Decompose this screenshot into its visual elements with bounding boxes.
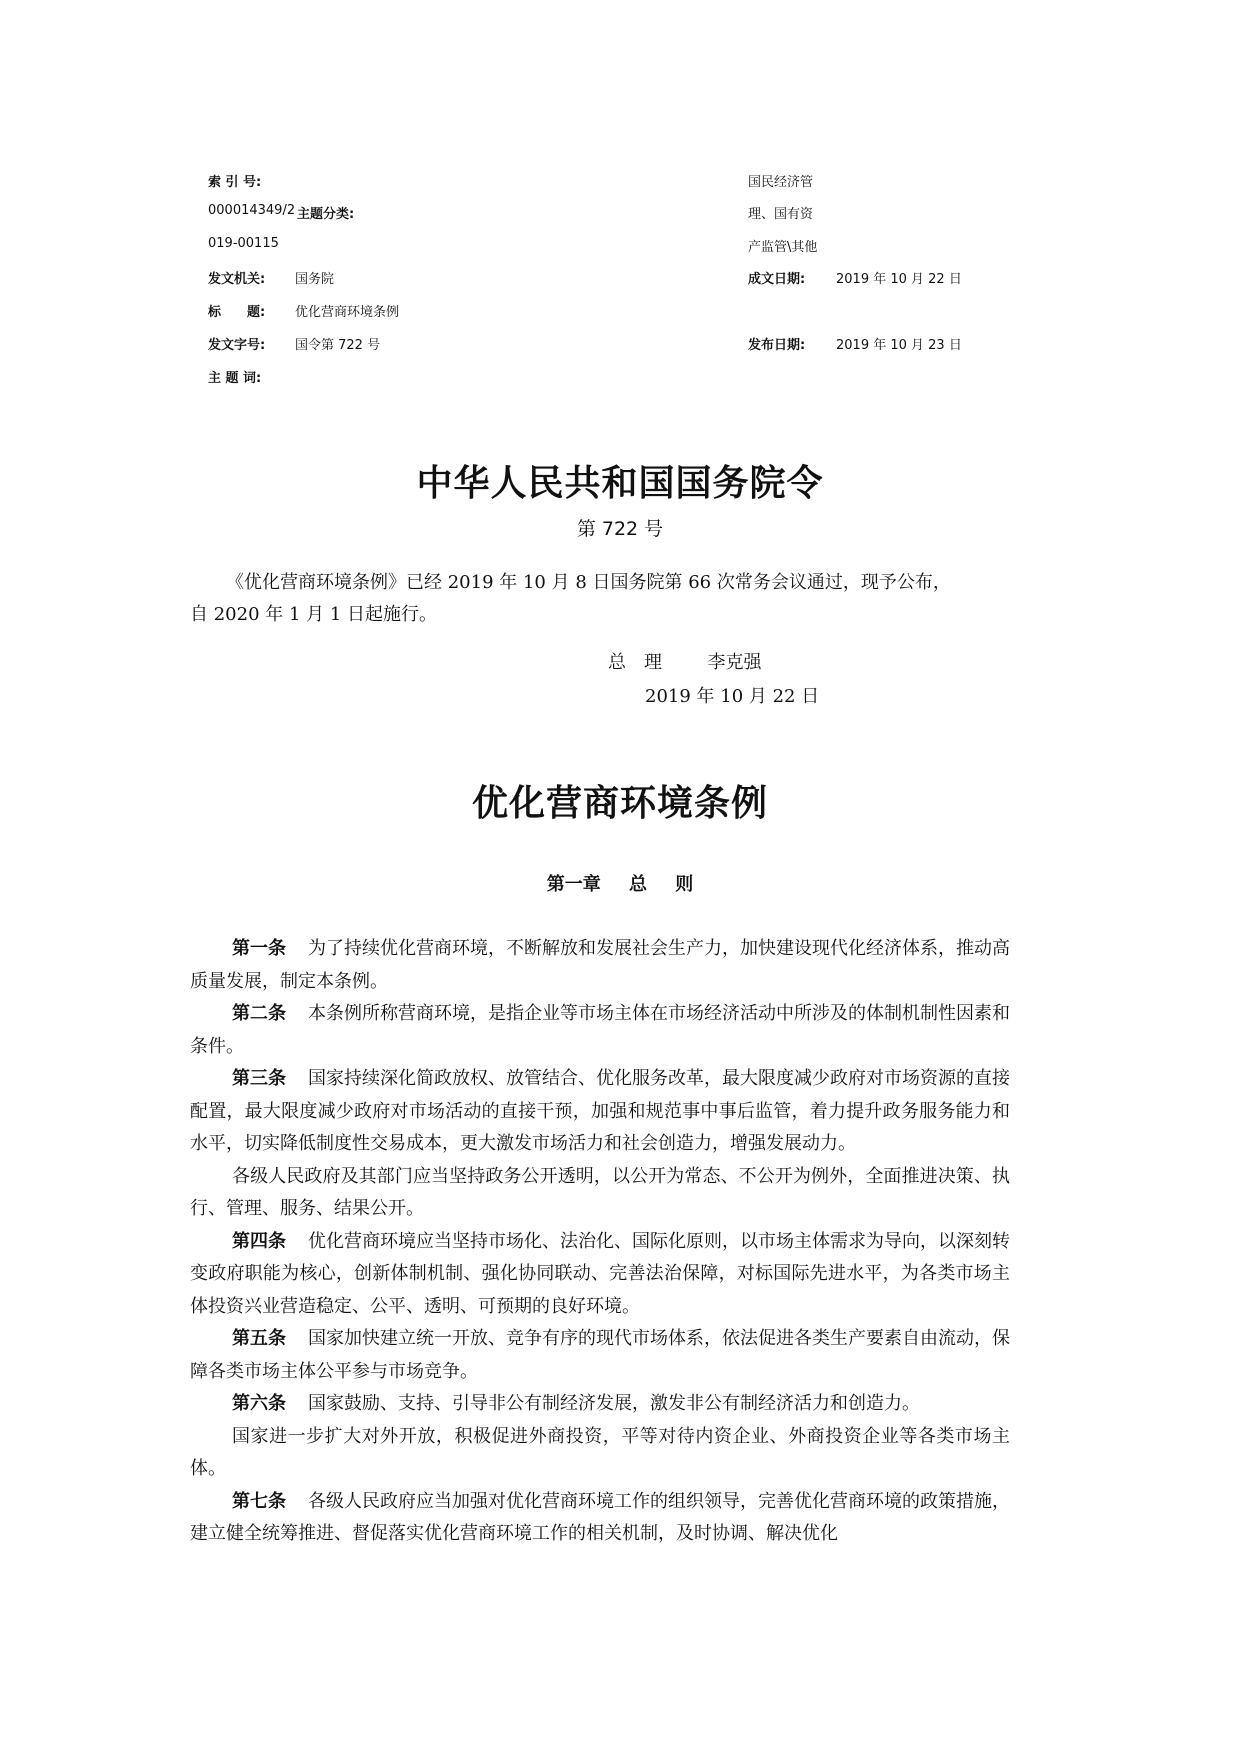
- title-value: 优化营商环境条例: [295, 305, 400, 320]
- article-number: 第四条: [232, 1230, 286, 1252]
- signing-date: 2019 年 10 月 22 日: [645, 686, 820, 707]
- article-text: 国家加快建立统一开放、竞争有序的现代市场体系，依法促进各类生产要素自由流动，保障各类市场主体公平参与市场竞争。: [190, 1328, 1010, 1382]
- category-value-line1: 国民经济管: [748, 175, 814, 190]
- doc-no-label: 发文字号:: [208, 338, 266, 353]
- article-text: 为了持续优化营商环境，不断解放和发展社会生产力，加快建设现代化经济体系，推动高质量发展，制定本条例。: [190, 938, 1010, 992]
- article-text: 国家进一步扩大对外开放，积极促进外商投资，平等对待内资企业、外商投资企业等各类市场主体。: [190, 1425, 1010, 1479]
- article-number: 第五条: [232, 1328, 286, 1349]
- date-written-label: 成文日期:: [748, 272, 806, 287]
- article-number: 第六条: [232, 1393, 286, 1414]
- article-number: 第三条: [232, 1068, 286, 1089]
- article-paragraph: [190, 1323, 1010, 1388]
- date-written-value: 2019 年 10 月 22 日: [836, 272, 962, 287]
- article-paragraph: [190, 1161, 1010, 1226]
- regulation-body: [190, 933, 1010, 1551]
- keywords-label: 主 题 词:: [208, 371, 262, 386]
- regulation-title: 优化营商环境条例: [471, 783, 768, 824]
- category-value-line3: 产监管\其他: [748, 240, 818, 255]
- publish-date-value: 2019 年 10 月 23 日: [836, 338, 962, 353]
- issuer-label: 发文机关:: [208, 272, 266, 287]
- article-text: 本条例所称营商环境，是指企业等市场主体在市场经济活动中所涉及的体制机制性因素和条件。: [190, 1003, 1010, 1057]
- article-number: 第二条: [232, 1003, 286, 1024]
- index-label: 索 引 号:: [208, 175, 262, 190]
- article-number: 第七条: [232, 1490, 286, 1512]
- article-paragraph: [190, 1486, 1010, 1551]
- preamble-line: 《优化营商环境条例》已经 2019 年 10 月 8 日国务院第 66 次常务会议通过，现予公布，: [226, 572, 951, 593]
- article-paragraph: [190, 1226, 1010, 1324]
- preamble-line: 自 2020 年 1 月 1 日起施行。: [190, 604, 438, 625]
- doc-no-value: 国令第 722 号: [295, 338, 381, 353]
- decree-number: 第 722 号: [576, 518, 664, 540]
- article-text: 各级人民政府应当加强对优化营商环境工作的组织领导，完善优化营商环境的政策措施，建立健全统筹推进、督促落实优化营商环境工作的相关机制，及时协调、解决优化: [190, 1490, 1010, 1544]
- category-label: 主题分类:: [297, 207, 355, 222]
- article-text: 优化营商环境应当坚持市场化、法治化、国际化原则，以市场主体需求为导向，以深刻转变政府职能为核心，创新体制机制、强化协同联动、完善法治保障，对标国际先进水平，为各类市场主体投资兴业营造稳定、公平、透明、可预期的良好环境。: [190, 1230, 1010, 1317]
- title-label: 标 题:: [208, 305, 266, 320]
- article-paragraph: [190, 998, 1010, 1063]
- chapter-heading: 第一章 总 则: [546, 874, 694, 895]
- article-text: 各级人民政府及其部门应当坚持政务公开透明，以公开为常态、不公开为例外，全面推进决策、执行、管理、服务、结果公开。: [190, 1165, 1010, 1219]
- decree-preamble: [190, 567, 1010, 631]
- signer-role: 总 理: [608, 652, 662, 673]
- signer-name: 李克强: [707, 652, 762, 673]
- publish-date-label: 发布日期:: [748, 338, 806, 353]
- article-paragraph: [190, 1063, 1010, 1161]
- index-value-line2: 019-00115: [208, 236, 279, 251]
- article-text: 国家鼓励、支持、引导非公有制经济发展，激发非公有制经济活力和创造力。: [308, 1393, 920, 1414]
- decree-title: 中华人民共和国国务院令: [416, 463, 824, 504]
- category-value-line2: 理、国有资: [748, 207, 814, 222]
- issuer-value: 国务院: [295, 272, 335, 287]
- article-number: 第一条: [232, 938, 286, 959]
- article-paragraph: [190, 1421, 1010, 1486]
- article-paragraph: [190, 933, 1010, 998]
- article-paragraph: [190, 1388, 1010, 1421]
- article-text: 国家持续深化简政放权、放管结合、优化服务改革，最大限度减少政府对市场资源的直接配置，最大限度减少政府对市场活动的直接干预，加强和规范事中事后监管，着力提升政务服务能力和水平，切实降低制度性交易成本，更大激发市场活力和社会创造力，增强发展动力。: [190, 1068, 1010, 1154]
- index-value-line1: 000014349/2: [208, 203, 296, 218]
- signer: [608, 648, 761, 674]
